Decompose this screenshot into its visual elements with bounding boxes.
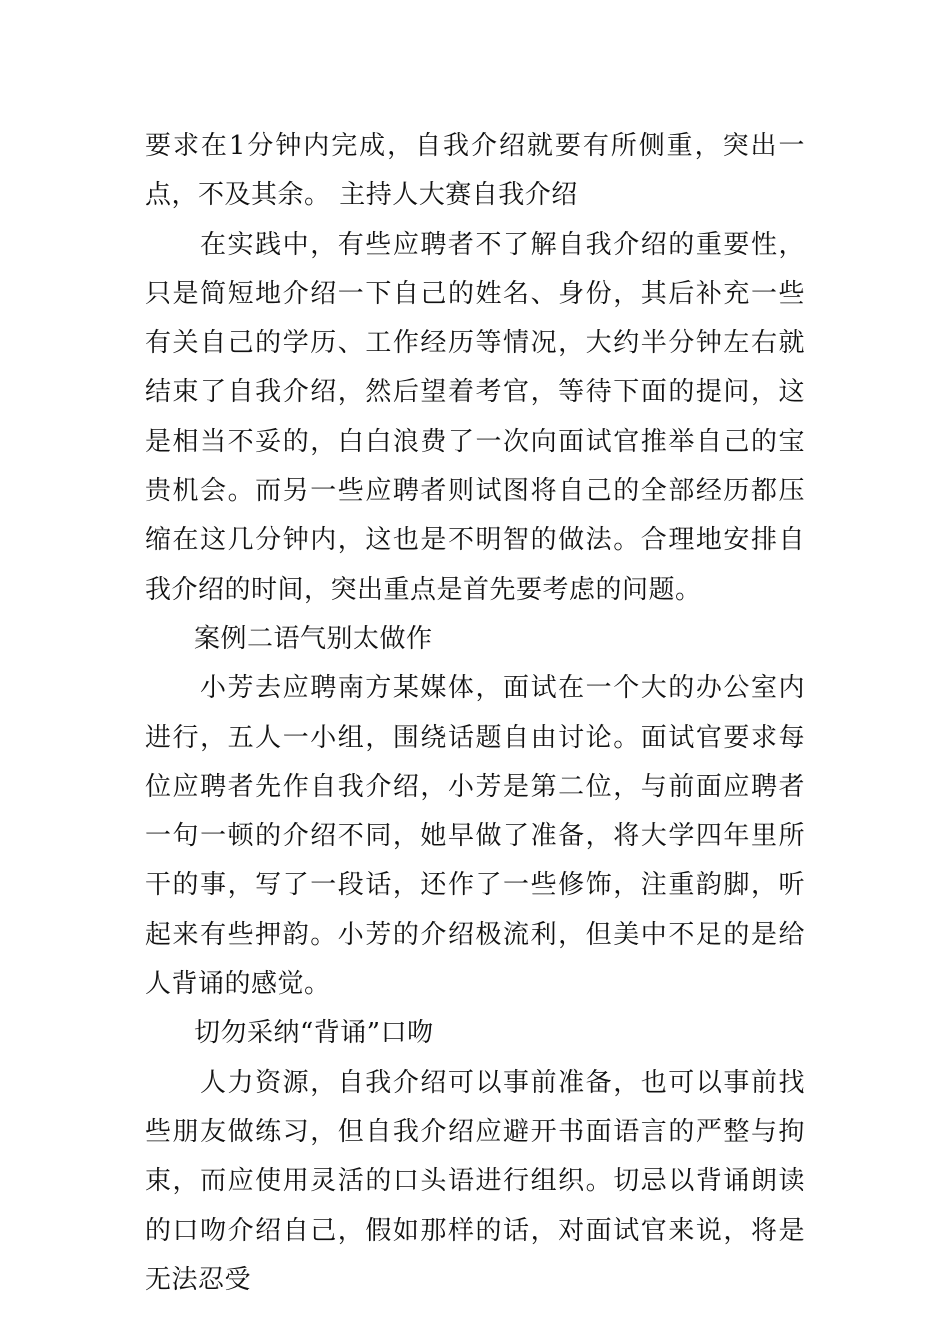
paragraph-xiaofang: 小芳去应聘南方某媒体，面试在一个大的办公室内进行，五人一小组，围绕话题自由讨论。面试官要求每位应聘者先作自我介绍，小芳是第二位，与前面应聘者一句一顿的介绍不同，她早做了准备，将大学四年里所干的事，写了一段话，还作了一些修饰，注重韵脚，听起来有些押韵。小芳的介绍极流利，但美中不足的是给人背诵的感觉。: [145, 673, 805, 1000]
paragraph-practice: 在实践中，有些应聘者不了解自我介绍的重要性，只是简短地介绍一下自己的姓名、身份，其后补充一些有关自己的学历、工作经历等情况，大约半分钟左右就结束了自我介绍，然后望着考官，等待下面的提问，这是相当不妥的，白白浪费了一次向面试官推举自己的宝贵机会。而另一些应聘者则试图将自己的全部经历都压缩在这几分钟内，这也是不明智的做法。合理地安排自我介绍的时间，突出重点是首先要考虑的问题。: [145, 229, 805, 605]
paragraph-intro-continuation: 要求在1分钟内完成，自我介绍就要有所侧重，突出一点，不及其余。 主持人大赛自我介绍: [145, 131, 805, 211]
heading-avoid-recitation: 切勿采纳“背诵”口吻: [194, 1018, 434, 1049]
document-body: [145, 122, 805, 1305]
paragraph-hr-advice: 人力资源，自我介绍可以事前准备，也可以事前找些朋友做练习，但自我介绍应避开书面语言的严整与拘束，而应使用灵活的口头语进行组织。切忌以背诵朗读的口吻介绍自己，假如那样的话，对面试官来说，将是无法忍受: [145, 1067, 805, 1295]
heading-case-two: 案例二语气别太做作: [194, 623, 433, 654]
